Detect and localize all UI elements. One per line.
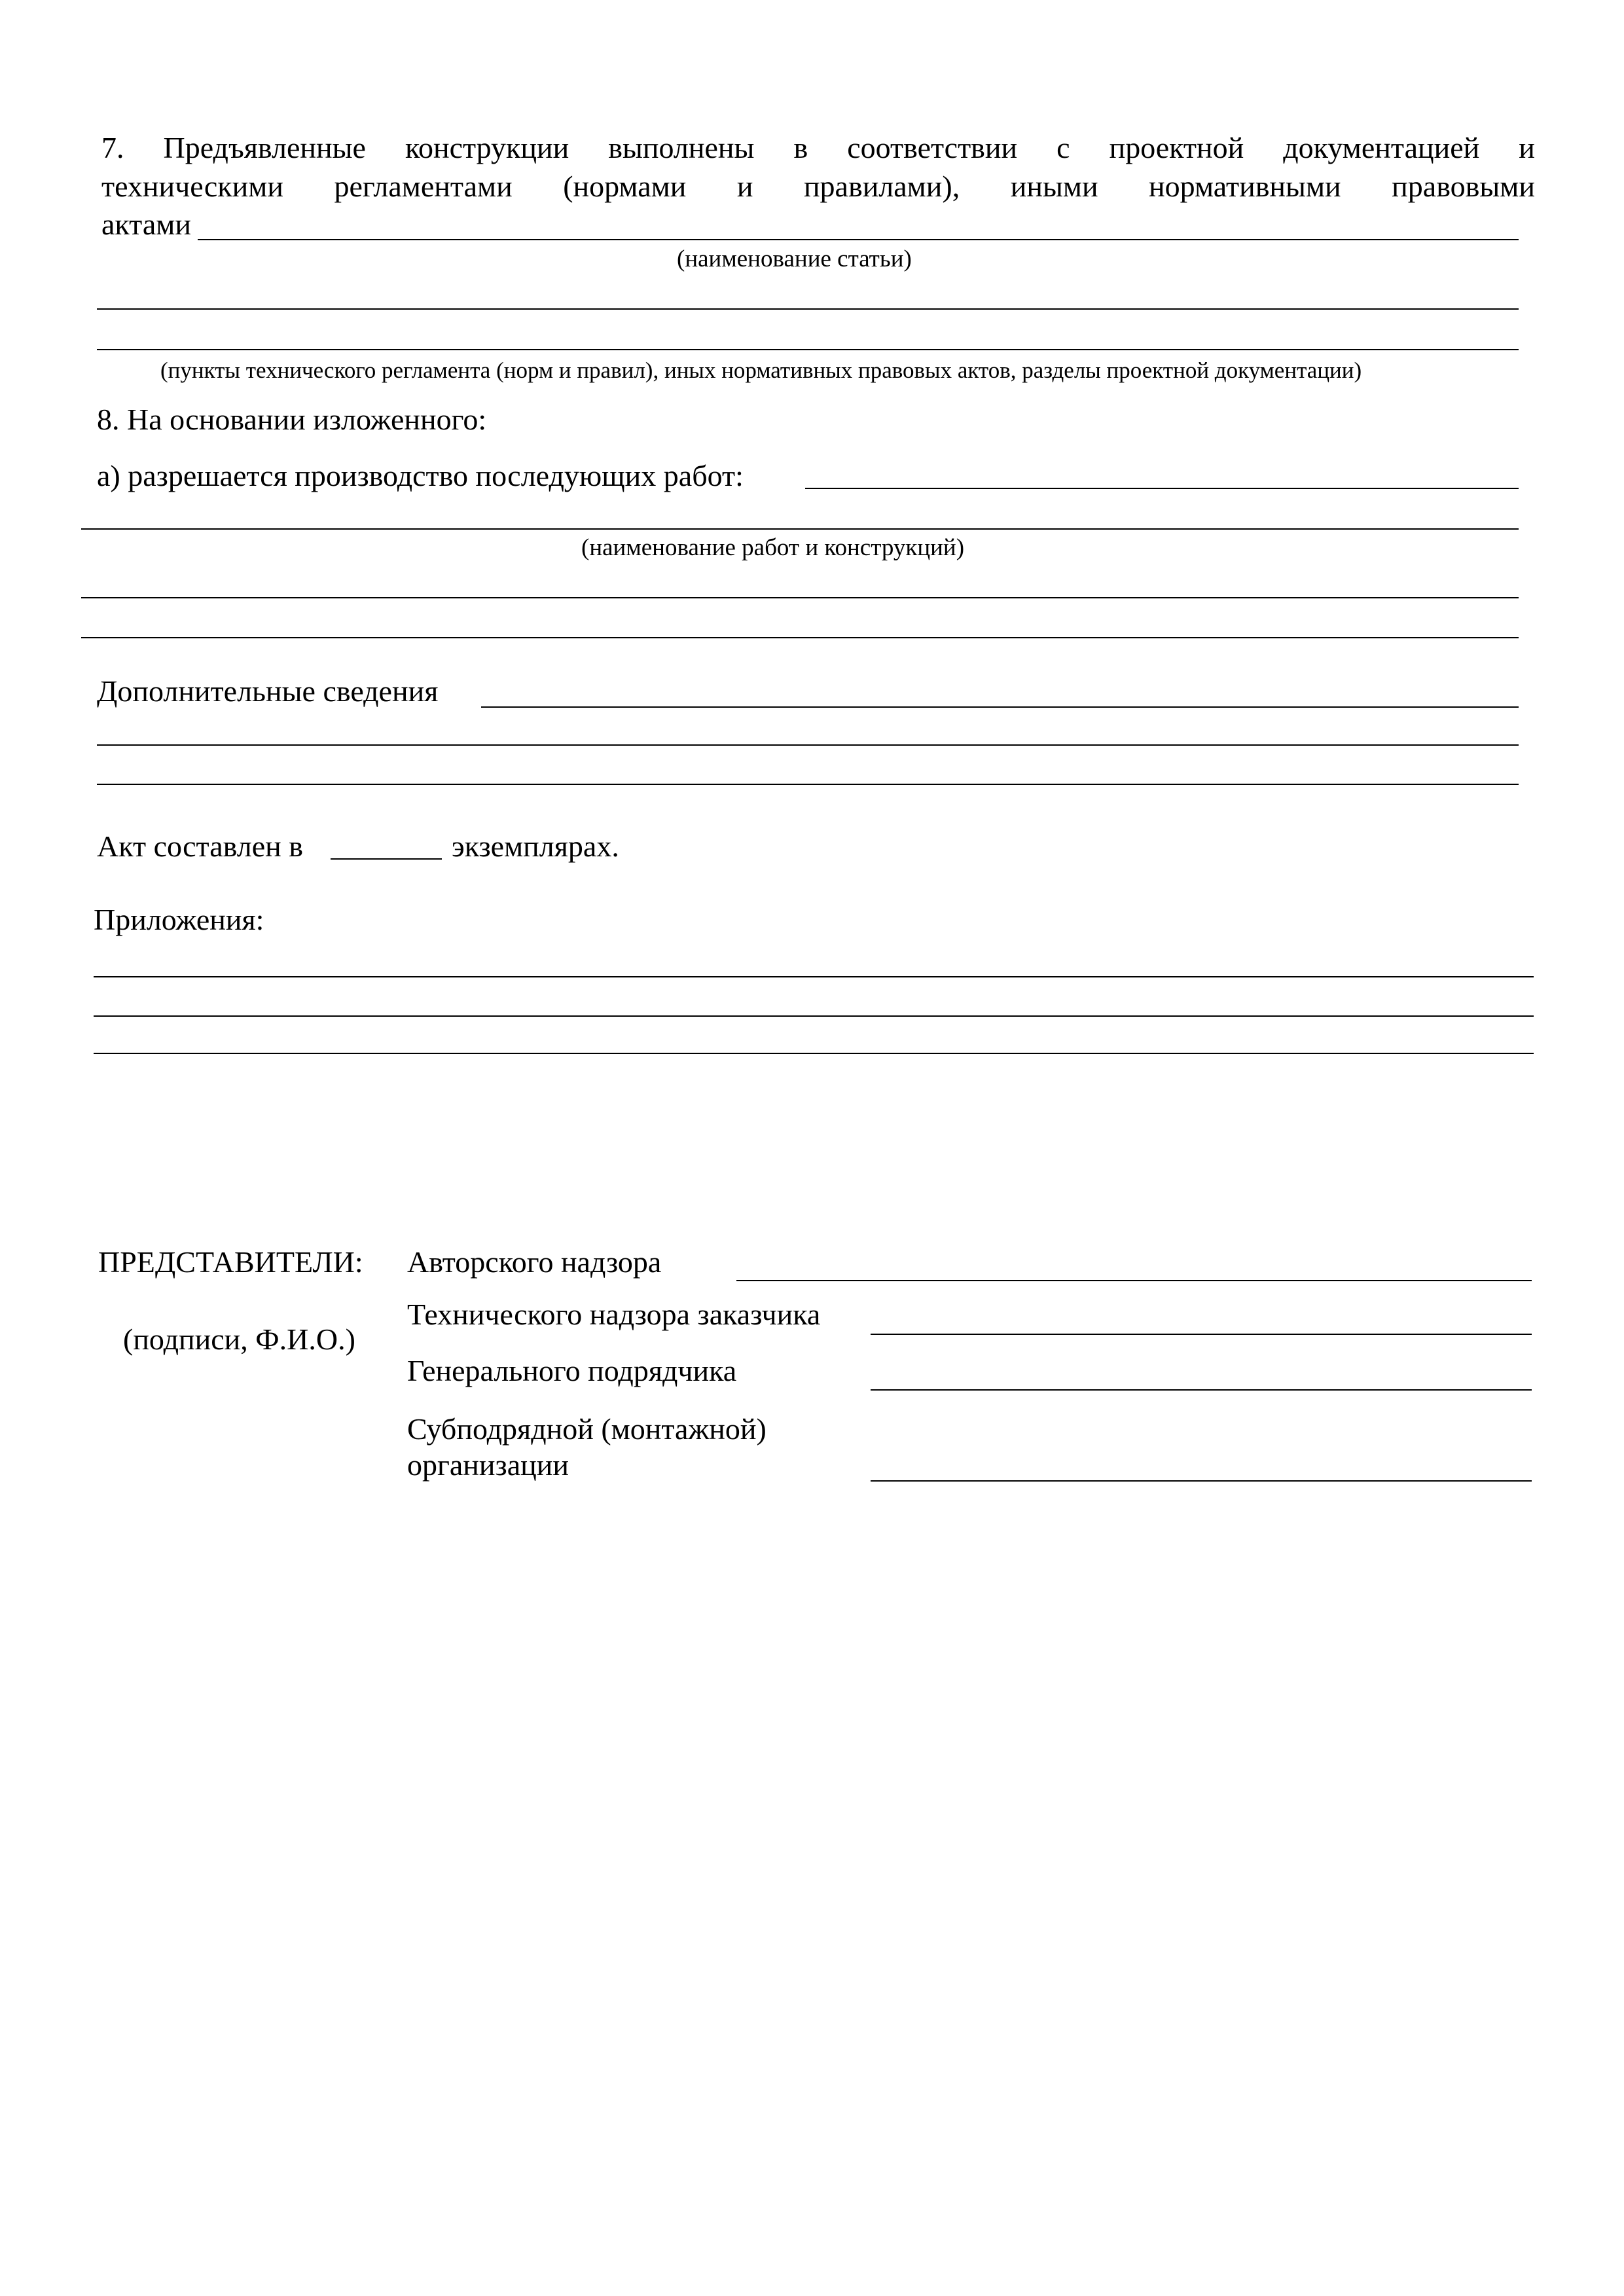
- additional-info-input-line-2[interactable]: [97, 744, 1519, 746]
- section7-word: и: [1519, 131, 1535, 164]
- section8-heading: 8. На основании изложенного:: [97, 403, 487, 436]
- permit-works-label: а) разрешается производство последующих работ:: [97, 459, 744, 492]
- role-subcontractor-line2: организации: [407, 1448, 569, 1482]
- representatives-heading: ПРЕДСТАВИТЕЛИ:: [98, 1245, 363, 1279]
- section7-word: Предъявленные: [163, 131, 366, 164]
- section7-acts-label: актами: [101, 208, 191, 241]
- section7-word: соответствии: [847, 131, 1018, 164]
- role-customer-technical-supervision: Технического надзора заказчика: [407, 1298, 821, 1331]
- caption-regulation-points: (пункты технического регламента (норм и правил), иных нормативных правовых актов, разделы проектной документации): [160, 357, 1362, 383]
- attachments-label: Приложения:: [94, 903, 264, 936]
- attachments-input-line-2[interactable]: [94, 1015, 1534, 1017]
- permit-works-input-line[interactable]: [805, 488, 1519, 489]
- section7-word: в: [793, 131, 808, 164]
- signature-line-customer-technical-supervision[interactable]: [871, 1334, 1532, 1335]
- signature-line-author-supervision[interactable]: [736, 1280, 1532, 1281]
- works-input-line-3[interactable]: [81, 637, 1519, 638]
- additional-info-input-line-3[interactable]: [97, 784, 1519, 785]
- role-author-supervision: Авторского надзора: [407, 1245, 662, 1279]
- section7-word: конструкции: [405, 131, 569, 164]
- section7-word: 7.: [101, 131, 124, 164]
- section7-word: и: [736, 170, 753, 203]
- section7-word: проектной: [1109, 131, 1244, 164]
- copies-prefix: Акт составлен в: [97, 829, 303, 863]
- caption-article-name: (наименование статьи): [677, 246, 912, 272]
- section7-line2: [101, 172, 1535, 202]
- acts-input-line[interactable]: [198, 239, 1519, 240]
- article-input-line-1[interactable]: [97, 308, 1519, 310]
- section7-word: нормативными: [1149, 170, 1341, 203]
- additional-info-input-line-1[interactable]: [481, 706, 1519, 708]
- additional-info-label: Дополнительные сведения: [97, 674, 439, 708]
- works-input-line-2[interactable]: [81, 597, 1519, 598]
- copies-suffix: экземплярах.: [452, 829, 619, 863]
- section7-word: регламентами: [334, 170, 513, 203]
- works-input-line-1[interactable]: [81, 528, 1519, 530]
- section7-word: выполнены: [608, 131, 755, 164]
- role-general-contractor: Генерального подрядчика: [407, 1354, 737, 1387]
- section7-word: правилами),: [803, 170, 960, 203]
- signatures-note: (подписи, Ф.И.О.): [123, 1322, 355, 1356]
- attachments-input-line-3[interactable]: [94, 1053, 1534, 1054]
- section7-word: правовыми: [1392, 170, 1535, 203]
- signature-line-subcontractor[interactable]: [871, 1480, 1532, 1482]
- section7-word: с: [1056, 131, 1070, 164]
- section7-word: документацией: [1283, 131, 1480, 164]
- article-input-line-2[interactable]: [97, 349, 1519, 350]
- section7-line1: [101, 133, 1535, 163]
- section7-word: (нормами: [563, 170, 687, 203]
- section7-word: иными: [1010, 170, 1098, 203]
- attachments-input-line-1[interactable]: [94, 976, 1534, 977]
- copies-count-input-line[interactable]: [331, 858, 442, 860]
- caption-works-name: (наименование работ и конструкций): [581, 534, 965, 561]
- role-subcontractor-line1: Субподрядной (монтажной): [407, 1412, 767, 1446]
- signature-line-general-contractor[interactable]: [871, 1389, 1532, 1391]
- section7-word: техническими: [101, 170, 283, 203]
